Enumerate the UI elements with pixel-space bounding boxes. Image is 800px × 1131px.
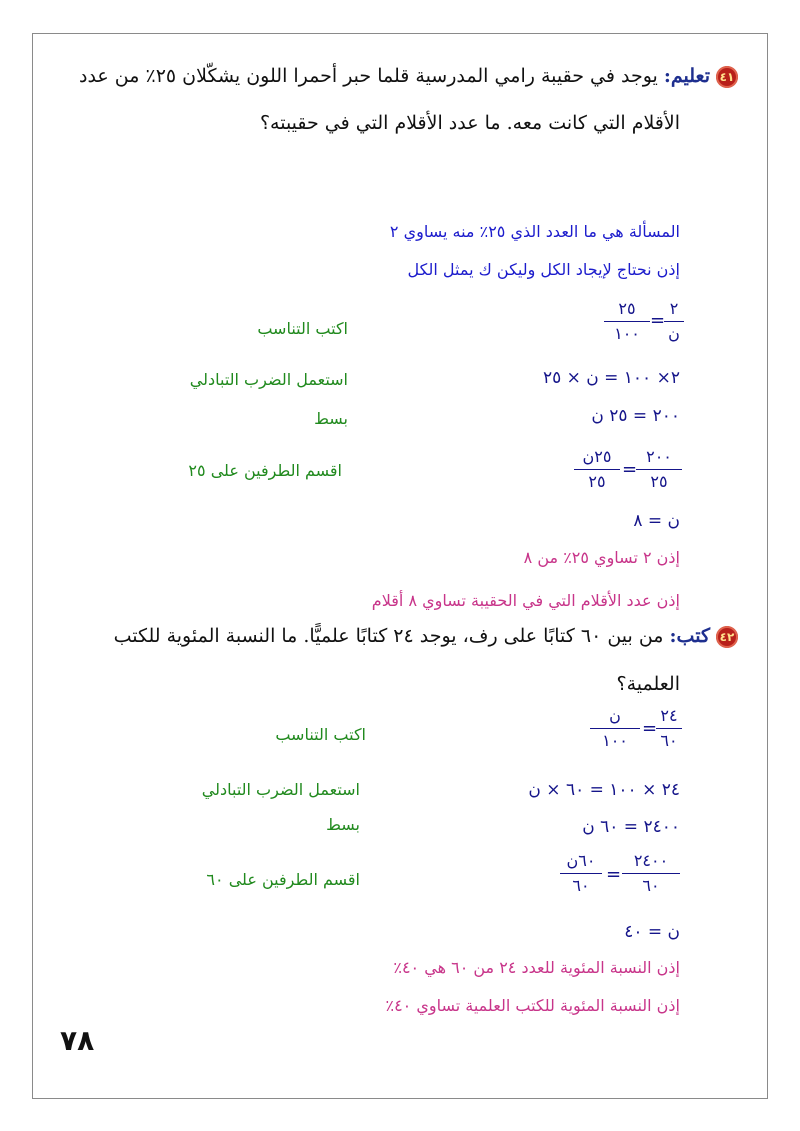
equals-sign: = [622,459,638,480]
q41-conclusion2: إذن عدد الأقلام التي في الحقيبة تساوي ٨ أقلام [371,591,680,610]
fraction-denominator: ١٠٠ [602,731,628,750]
fraction-bar [636,469,682,470]
q42-badge: ٤٢ [716,626,738,648]
q42-heading [114,625,738,648]
q42-fraction1-left [590,706,640,751]
fraction-numerator: ٢ [669,299,679,318]
q41-step2-label: استعمل الضرب التبادلي [189,370,348,389]
fraction-denominator: ٦٠ [660,731,678,750]
q42-result-equation: ن = ٤٠ [624,922,680,942]
fraction-bar [656,728,682,729]
equals-sign: = [606,864,622,885]
fraction-bar [622,873,680,874]
q42-title: كتب: [669,625,710,647]
q42-fraction2-right [622,851,680,896]
q41-step3-label: بسط [314,409,348,428]
fraction-bar [604,321,650,322]
q42-fraction1-right [656,706,682,751]
fraction-denominator: ٦٠ [642,876,660,895]
q42-step3-label: بسط [326,815,360,834]
q41-badge: ٤١ [716,66,738,88]
fraction-denominator: ٦٠ [572,876,590,895]
q42-text-line2: العلمية؟ [616,673,680,695]
fraction-bar [664,321,684,322]
q41-text-line1: يوجد في حقيبة رامي المدرسية قلما حبر أحمرا اللون يشكّلان ٢٥٪ من عدد [79,65,658,87]
equals-sign: = [642,718,658,739]
q42-text-line1: من بين ٦٠ كتابًا على رف، يوجد ٢٤ كتابًا علميًّا. ما النسبة المئوية للكتب [113,625,664,647]
page-number: ٧٨ [60,1024,95,1057]
fraction-bar [560,873,602,874]
fraction-numerator: ٢٤٠٠ [633,851,669,870]
q41-fraction2-right [636,447,682,492]
fraction-numerator: ٦٠ن [566,851,596,870]
q41-step2-equation: ٢× ١٠٠ = ن × ٢٥ [542,368,680,388]
q42-fraction2-left [560,851,602,896]
q41-step3-equation: ٢٠٠ = ٢٥ ن [591,406,680,426]
q41-text-line2: الأقلام التي كانت معه. ما عدد الأقلام التي في حقيبته؟ [259,112,680,134]
fraction-numerator: ن [609,706,621,725]
q41-step4-label: اقسم الطرفين على ٢٥ [188,461,342,480]
q42-conclusion2: إذن النسبة المئوية للكتب العلمية تساوي ٤٠٪ [385,996,680,1015]
q41-step1-label: اكتب التناسب [257,319,348,338]
equals-sign: = [650,310,666,331]
fraction-bar [590,728,640,729]
q41-fraction2-left [574,447,620,492]
fraction-denominator: ٢٥ [650,472,668,491]
q41-fraction1-left [604,299,650,344]
q41-heading [79,65,738,88]
q41-fraction1-right [664,299,684,344]
q42-step1-label: اكتب التناسب [275,725,366,744]
fraction-numerator: ٢٤ [660,706,678,725]
q41-solution-line2: إذن نحتاج لإيجاد الكل وليكن ك يمثل الكل [407,260,680,279]
fraction-bar [574,469,620,470]
fraction-denominator: ١٠٠ [614,324,640,343]
fraction-numerator: ٢٠٠ [646,447,672,466]
q42-step4-label: اقسم الطرفين على ٦٠ [206,870,360,889]
fraction-denominator: ن [668,324,680,343]
fraction-denominator: ٢٥ [588,472,606,491]
q41-conclusion1: إذن ٢ تساوي ٢٥٪ من ٨ [523,548,680,567]
q42-step2-equation: ٢٤ × ١٠٠ = ٦٠ × ن [528,780,680,800]
q41-solution-line1: المسألة هي ما العدد الذي ٢٥٪ منه يساوي ٢ [389,222,680,241]
q42-step2-label: استعمل الضرب التبادلي [201,780,360,799]
q42-step3-equation: ٢٤٠٠ = ٦٠ ن [582,817,680,837]
fraction-numerator: ٢٥ [618,299,636,318]
fraction-numerator: ٢٥ن [582,447,612,466]
q41-title: تعليم: [663,65,710,87]
q42-conclusion1: إذن النسبة المئوية للعدد ٢٤ من ٦٠ هي ٤٠٪ [393,958,680,977]
q41-result-equation: ن = ٨ [633,511,680,531]
